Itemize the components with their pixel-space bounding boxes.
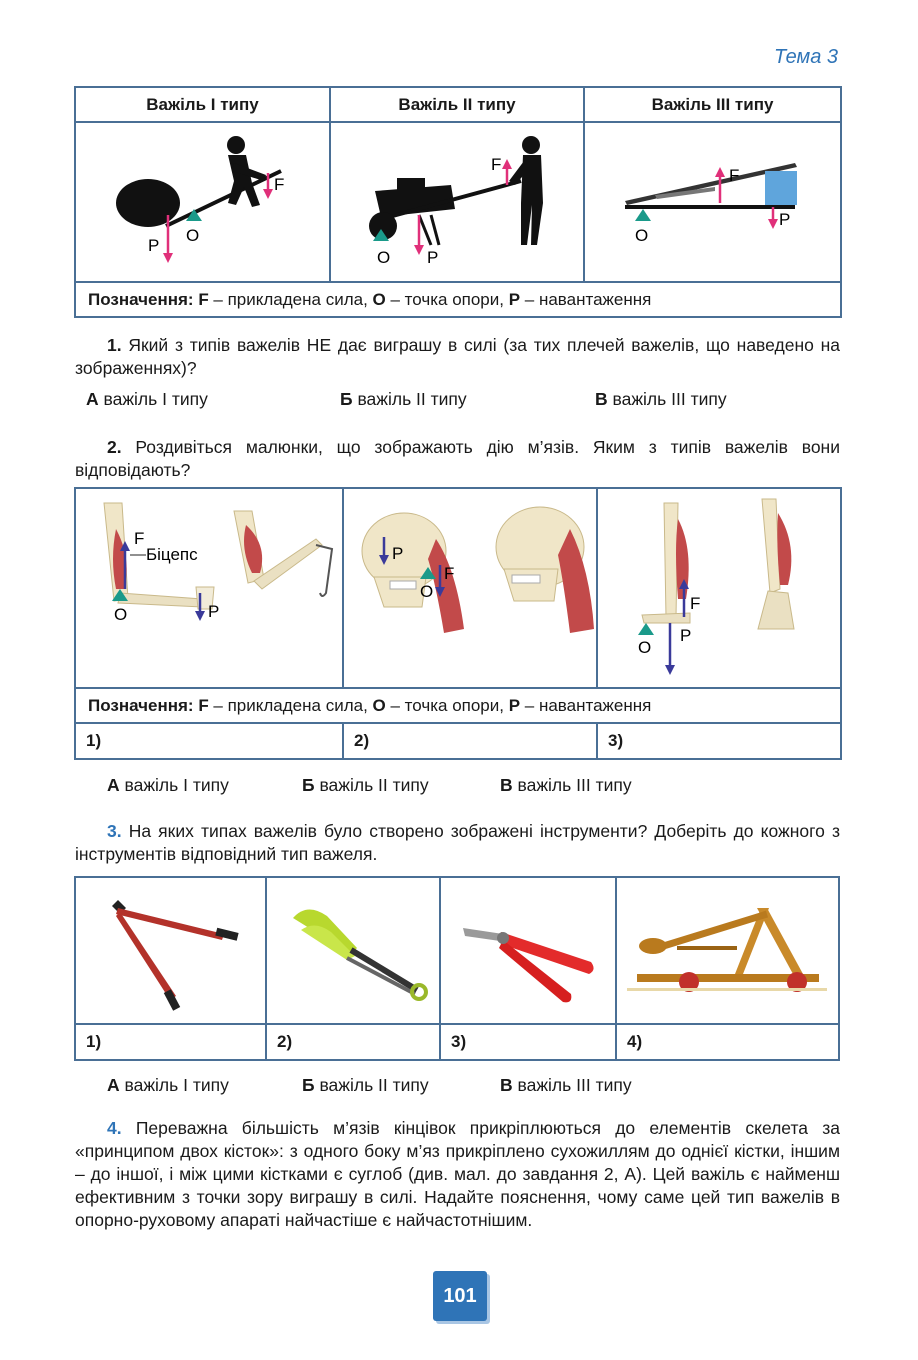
question-1: 1. Який з типів важелів НЕ дає виграшу в силі (за тих плечей важелів, що наведено на зображеннях)? [75,335,840,378]
lever-legend: Позначення: F – прикладена сила, O – точка опори, P – навантаження [75,282,841,317]
option-c[interactable]: В важіль III типу [595,389,727,409]
biceps-label: Біцепс [146,545,198,564]
leg-calf-image [598,489,840,682]
muscle-image-head [343,488,597,688]
option-a[interactable]: А важіль I типу [86,389,208,409]
muscle-lever-table [74,487,842,760]
lever-type-1-illustration [75,122,330,282]
answer-cell-1[interactable]: 1) [75,723,343,759]
catapult-image [617,878,838,1018]
muscle-image-arm [75,488,343,688]
head-neck-image [344,489,596,682]
tool-image-catapult [616,877,839,1024]
option-a[interactable]: А важіль I типу [107,1075,229,1095]
lever-type-2-header: Важіль II типу [330,87,584,122]
answer-cell-1[interactable]: 1) [75,1024,266,1060]
question-4: 4. Переважна більшість м’язів кінцівок прикріплюються до елементів скелета за «принципом двох кісток»: з одного боку м’яз прикріплено сухожиллям до однієї кістки, іншим – до іншої, і між цими кістками є суглоб (див. мал. до завдання 2, А). Цей важіль є найменш ефективним з точки зору виграшу в силі. Надайте пояснення, чому саме цей тип важелів в опорно-руховому апараті найчастіше є найчастотнішим. [75,1118,840,1230]
lever-type-2-illustration [330,122,584,282]
svg-text:O: O [114,605,128,624]
first-class-lever-image [76,123,329,276]
answer-cell-4[interactable]: 4) [616,1024,839,1060]
question-3: 3. На яких типах важелів було створено зображені інструменти? Доберіть до кожного з інструментів відповідний тип важеля. [75,821,840,864]
tool-image-cutter [75,877,266,1024]
question-2: 2. Роздивіться малюнки, що зображають дію м’язів. Яким з типів важелів вони відповідають? [75,437,840,480]
tool-image-pliers [440,877,616,1024]
option-c[interactable]: В важіль III типу [500,1075,632,1095]
option-c[interactable]: В важіль III типу [500,775,632,795]
lever-type-3-illustration [584,122,841,282]
svg-text:F: F [491,155,502,174]
muscle-image-leg [597,488,841,688]
option-b[interactable]: Б важіль II типу [340,389,467,409]
svg-text:O: O [638,638,652,657]
option-a[interactable]: А важіль I типу [107,775,229,795]
svg-text:F: F [690,594,701,613]
tool-image-tongs [266,877,440,1024]
page-number: 101 [433,1271,487,1321]
svg-text:P: P [148,236,160,255]
tongs-image [267,878,439,1018]
answer-cell-2[interactable]: 2) [343,723,597,759]
svg-text:F: F [729,166,740,185]
tools-table [74,876,840,1061]
third-class-lever-image [585,123,840,276]
muscle-legend: Позначення: F – прикладена сила, O – точка опори, P – навантаження [75,688,841,723]
svg-text:F: F [274,175,285,194]
svg-text:O: O [420,582,434,601]
svg-text:F: F [134,529,145,548]
answer-cell-3[interactable]: 3) [597,723,841,759]
arm-biceps-image [76,489,342,682]
pliers-image [441,878,615,1018]
svg-text:P: P [427,248,439,267]
answer-cell-3[interactable]: 3) [440,1024,616,1060]
svg-text:P: P [680,626,692,645]
svg-text:P: P [392,544,404,563]
option-b[interactable]: Б важіль II типу [302,775,429,795]
topic-label: Тема 3 [774,46,838,68]
svg-text:P: P [779,210,791,229]
lever-type-1-header: Важіль I типу [75,87,330,122]
svg-text:F: F [444,564,455,583]
svg-text:O: O [377,248,391,267]
option-b[interactable]: Б важіль II типу [302,1075,429,1095]
svg-text:P: P [208,602,220,621]
answer-cell-2[interactable]: 2) [266,1024,440,1060]
lever-type-3-header: Важіль III типу [584,87,841,122]
second-class-lever-image [331,123,583,276]
svg-text:O: O [186,226,200,245]
svg-text:O: O [635,226,649,245]
lever-types-table [74,86,842,318]
bolt-cutter-image [76,878,265,1018]
